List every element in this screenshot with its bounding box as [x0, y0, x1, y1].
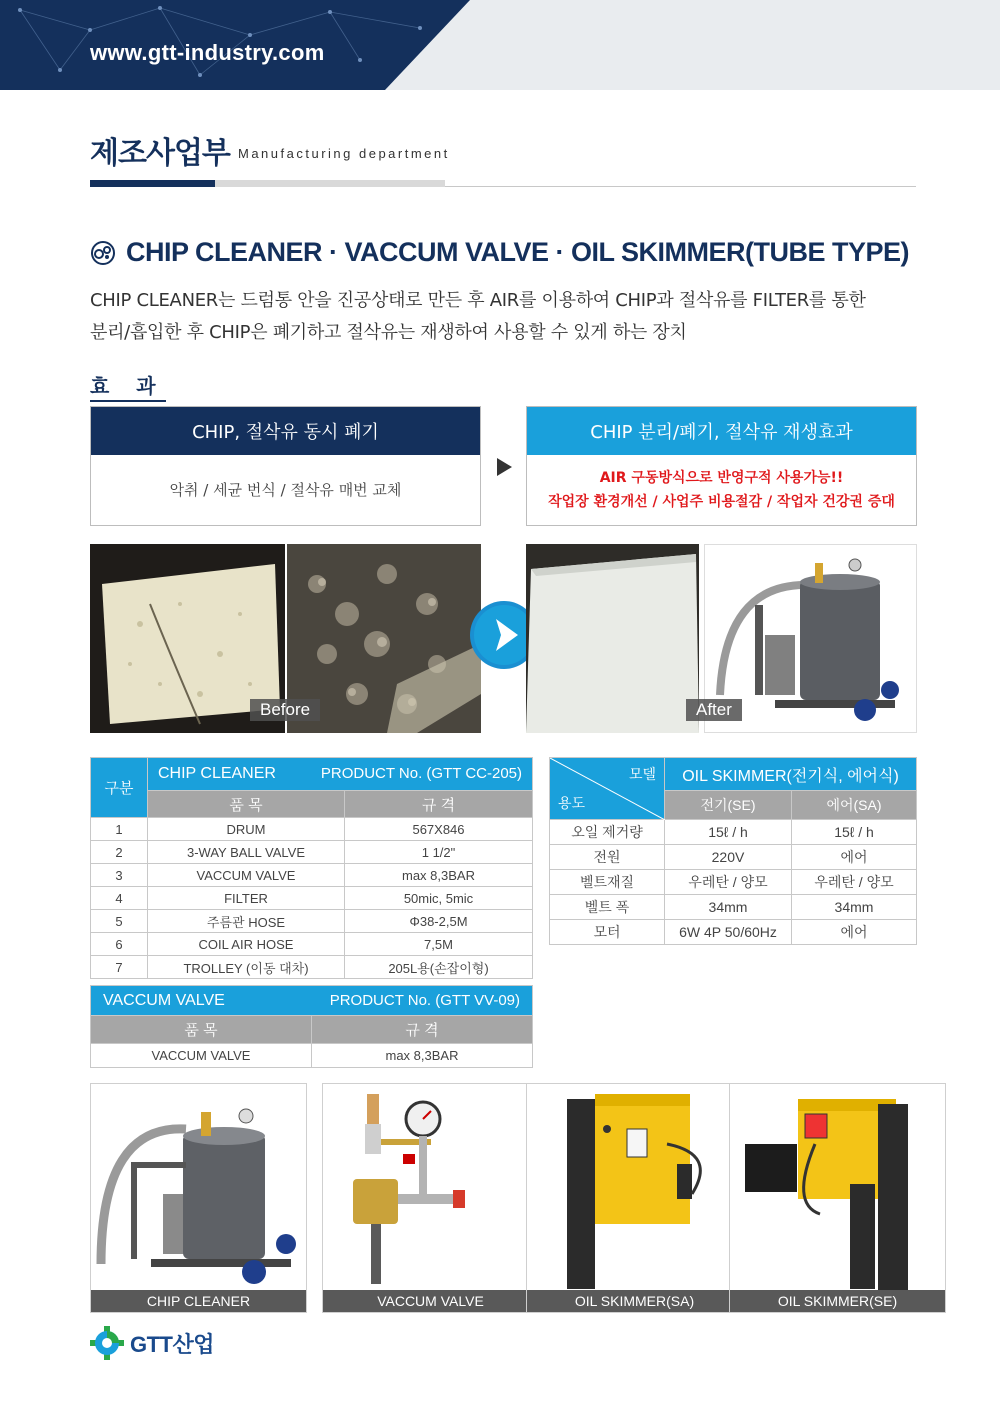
spec-cell: 567X846: [345, 818, 533, 841]
col-spec-header: 규 격: [312, 1016, 533, 1044]
effect-after-box: [526, 406, 917, 526]
chip-cleaner-header: [148, 758, 533, 791]
item-cell: COIL AIR HOSE: [148, 933, 345, 956]
effect-after-line: AIR 구동방식으로 반영구적 사용가능!!: [599, 470, 844, 486]
after-label: After: [686, 699, 742, 721]
header-banner: [0, 0, 1000, 90]
sa-cell: 에어: [792, 920, 917, 945]
table-row: [91, 818, 533, 841]
label-cell: 전원: [550, 845, 665, 870]
label-cell: 모터: [550, 920, 665, 945]
product-caption: OIL SKIMMER(SE): [730, 1290, 945, 1312]
oil-skimmer-se-image: [730, 1084, 946, 1292]
department-subtitle: Manufacturing department: [238, 146, 450, 161]
website-url[interactable]: www.gtt-industry.com: [90, 40, 325, 65]
chip-cleaner-image: [91, 1084, 307, 1292]
sa-cell: 34mm: [792, 895, 917, 920]
col-se-header: 전기(SE): [665, 791, 792, 820]
spec-cell: 50mic, 5mic: [345, 887, 533, 910]
item-cell: VACCUM VALVE: [91, 1044, 312, 1068]
divider-accent: [90, 180, 215, 187]
no-cell: 2: [91, 841, 148, 864]
spec-cell: 205L용(손잡이형): [345, 956, 533, 979]
no-cell: 7: [91, 956, 148, 979]
table-row: [550, 845, 917, 870]
vaccum-valve-table: [90, 985, 533, 1068]
sa-cell: 15ℓ / h: [792, 820, 917, 845]
effect-before-box: [90, 406, 481, 526]
item-cell: VACCUM VALVE: [148, 864, 345, 887]
section-title: CHIP CLEANER · VACCUM VALVE · OIL SKIMMER(TUBE TYPE): [126, 237, 910, 267]
vaccum-valve-name: VACCUM VALVE: [103, 991, 225, 1009]
se-cell: 우레탄 / 양모: [665, 870, 792, 895]
chip-cleaner-rows: [91, 818, 533, 979]
spec-cell: 7,5M: [345, 933, 533, 956]
section-heading: [90, 237, 909, 268]
label-cell: 벨트재질: [550, 870, 665, 895]
se-cell: 6W 4P 50/60Hz: [665, 920, 792, 945]
no-cell: 4: [91, 887, 148, 910]
model-usage-corner: [550, 758, 665, 820]
spec-cell: 1 1/2": [345, 841, 533, 864]
effect-after-line: 작업장 환경개선 / 사업주 비용절감 / 작업자 건강권 증대: [548, 494, 895, 510]
spec-cell: max 8,3BAR: [345, 864, 533, 887]
group-label: 구분: [91, 758, 148, 818]
vaccum-valve-image: [323, 1084, 539, 1292]
no-cell: 3: [91, 864, 148, 887]
department-title: 제조사업부: [90, 136, 230, 171]
effect-before-body: 악취 / 세균 번식 / 절삭유 매번 교체: [169, 481, 402, 499]
table-row: [550, 895, 917, 920]
divider-light: [215, 180, 445, 187]
table-row: [550, 820, 917, 845]
col-item-header: 품 목: [91, 1016, 312, 1044]
product-card-vaccum-valve: [322, 1083, 539, 1313]
spec-cell: max 8,3BAR: [312, 1044, 533, 1068]
item-cell: 주름관 HOSE: [148, 910, 345, 933]
table-row: [91, 864, 533, 887]
section-description: [90, 285, 920, 349]
item-cell: FILTER: [148, 887, 345, 910]
oil-skimmer-sa-image: [527, 1084, 743, 1292]
chip-cleaner-name: CHIP CLEANER: [158, 765, 276, 782]
spec-cell: Φ38-2,5M: [345, 910, 533, 933]
sa-cell: 우레탄 / 양모: [792, 870, 917, 895]
product-card-oil-skimmer-sa: [526, 1083, 743, 1313]
corner-model-label: 모델: [628, 766, 656, 782]
product-caption: VACCUM VALVE: [323, 1290, 538, 1312]
oil-skimmer-table: [549, 757, 917, 945]
gear-logo-icon: [90, 1326, 124, 1360]
table-row: [91, 933, 533, 956]
effect-after-body: [527, 455, 916, 525]
table-row: [91, 887, 533, 910]
corner-usage-label: 용도: [558, 795, 586, 811]
col-spec-header: 규 격: [345, 791, 533, 818]
item-cell: DRUM: [148, 818, 345, 841]
se-cell: 34mm: [665, 895, 792, 920]
description-line: CHIP CLEANER는 드럼통 안을 진공상태로 만든 후 AIR를 이용하여 CHIP과 절삭유를 FILTER를 통한: [90, 290, 866, 311]
oil-skimmer-rows: [550, 820, 917, 945]
table-row: [91, 956, 533, 979]
col-item-header: 품 목: [148, 791, 345, 818]
table-row: [91, 910, 533, 933]
item-cell: TROLLEY (이동 대차): [148, 956, 345, 979]
oil-skimmer-header: OIL SKIMMER(전기식, 에어식): [665, 758, 917, 791]
effects-heading: 효 과: [90, 370, 166, 402]
company-logo: [90, 1326, 214, 1360]
se-cell: 15ℓ / h: [665, 820, 792, 845]
no-cell: 5: [91, 910, 148, 933]
product-caption: OIL SKIMMER(SA): [527, 1290, 742, 1312]
label-cell: 벨트 폭: [550, 895, 665, 920]
label-cell: 오일 제거량: [550, 820, 665, 845]
table-row: [550, 920, 917, 945]
col-sa-header: 에어(SA): [792, 791, 917, 820]
company-name: GTT산업: [130, 1331, 214, 1357]
vaccum-valve-header: [91, 986, 533, 1016]
table-row: [91, 1044, 533, 1068]
table-row: [550, 870, 917, 895]
gear-icon: [90, 240, 116, 266]
no-cell: 1: [91, 818, 148, 841]
chip-cleaner-product-no: PRODUCT No. (GTT CC-205): [320, 765, 522, 782]
product-card-chip-cleaner: [90, 1083, 307, 1313]
se-cell: 220V: [665, 845, 792, 870]
product-caption: CHIP CLEANER: [91, 1290, 306, 1312]
effect-after-title: CHIP 분리/폐기, 절삭유 재생효과: [527, 407, 916, 455]
sa-cell: 에어: [792, 845, 917, 870]
vaccum-valve-product-no: PRODUCT No. (GTT VV-09): [329, 991, 520, 1009]
before-label: Before: [250, 699, 320, 721]
table-row: [91, 841, 533, 864]
after-photo-left: [526, 544, 699, 733]
arrow-right-icon: [497, 458, 512, 476]
item-cell: 3-WAY BALL VALVE: [148, 841, 345, 864]
no-cell: 6: [91, 933, 148, 956]
product-card-oil-skimmer-se: [729, 1083, 946, 1313]
chip-cleaner-table: [90, 757, 533, 979]
effect-before-title: CHIP, 절삭유 동시 폐기: [91, 407, 480, 455]
description-line: 분리/흡입한 후 CHIP은 폐기하고 절삭유는 재생하여 사용할 수 있게 하는 장치: [90, 322, 687, 343]
